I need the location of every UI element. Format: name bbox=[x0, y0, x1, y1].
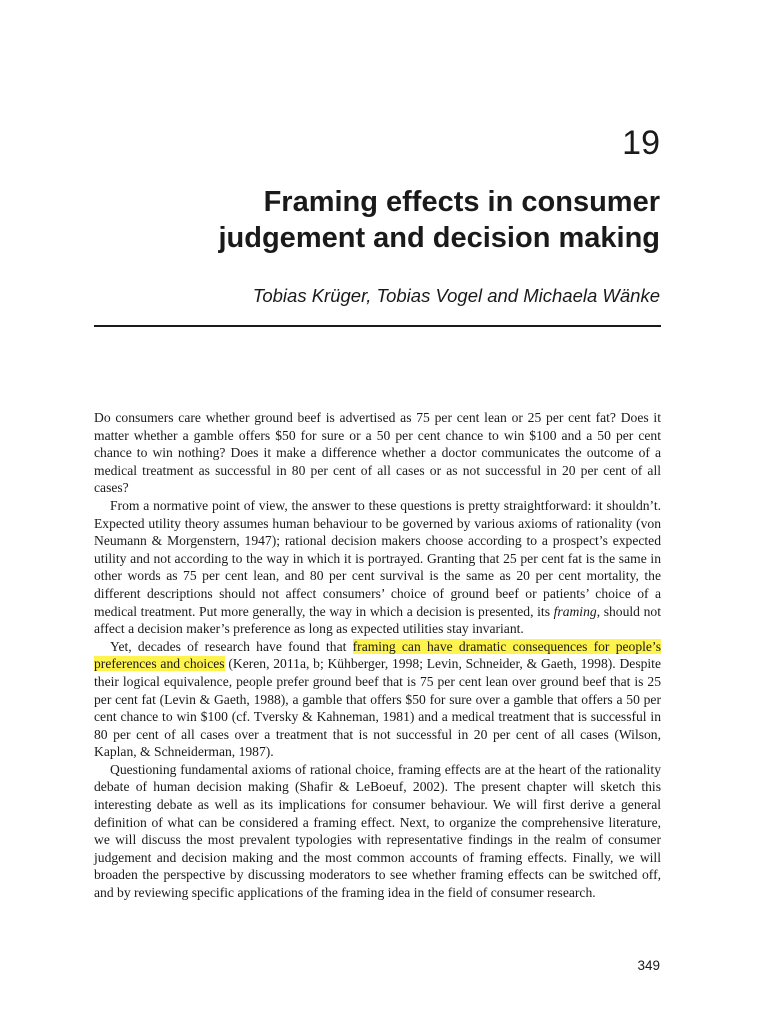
paragraph-4: Questioning fundamental axioms of rational choice, framing effects are at the heart of the rationality debate of human decision making (Shafir & LeBoeuf, 2002). The present chapter will sketch this interesting debate as well as its implications for consumer behaviour. We will first derive a general definition of what can be considered a framing effect. Next, to organize the comprehensive literature, we will discuss the most prevalent typologies with representative findings in the realm of consumer judgement and decision making and the most common accounts of framing effects. Finally, we will broaden the perspective by discussing moderators to see whether framing effects can be switched off, and by reviewing specific applications of the framing idea in the field of consumer research. bbox=[94, 761, 661, 901]
chapter-body bbox=[94, 409, 661, 902]
chapter-title-line-2: judgement and decision making bbox=[218, 222, 660, 254]
chapter-authors: Tobias Krüger, Tobias Vogel and Michaela Wänke bbox=[252, 285, 660, 306]
paragraph-1: Do consumers care whether ground beef is advertised as 75 per cent lean or 25 per cent fat? Does it matter whether a gamble offers $50 for sure or a 50 per cent chance to win $100 and a 50 per cent chance to win nothing? Does it make a difference whether a doctor communicates the outcome of a medical treatment as successful in 80 per cent of all cases or as not successful in 20 per cent of all cases? bbox=[94, 410, 661, 496]
chapter-title-line-1: Framing effects in consumer bbox=[263, 186, 660, 218]
paragraph-3 bbox=[94, 638, 661, 761]
chapter-title bbox=[100, 184, 660, 256]
paragraph-2 bbox=[94, 497, 661, 638]
highlighted-text[interactable]: framing can have dramatic consequences for people’s preferences and choices bbox=[94, 638, 661, 672]
emphasis-framing: framing bbox=[553, 603, 597, 619]
paragraph-3-text-after: (Keren, 2011a, b; Kühberger, 1998; Levin, Schneider, & Gaeth, 1998). Despite their logical equivalence, people prefer ground beef that is 75 per cent lean over ground beef that is 25 per cent fat (Levin & Gaeth, 1988), a gamble that offers $50 for sure over a gamble that offers a 50 per cent chance to win $100 (cf. Tversky & Kahneman, 1981) and a medical treatment that is successful in 80 per cent of all cases over a treatment that is not successful in 20 per cent of all cases (Wilson, Kaplan, & Schneiderman, 1987). bbox=[94, 656, 661, 760]
paragraph-2-text-before: From a normative point of view, the answer to these questions is pretty straightforward: it shouldn’t. Expected utility theory assumes human behaviour to be governed by various axioms of rationality (von Neumann & Morgenstern, 1947); rational decision makers choose according to a prospect’s expected utility and not according to the way in which it is portrayed. Granting that 25 per cent fat is the same in other words as 75 per cent lean, and 80 per cent survival is the same as 20 per cent mortality, the different descriptions should not affect consumers’ choice of ground beef or patients’ choice of a medical treatment. Put more generally, the way in which a decision is presented, its bbox=[94, 497, 661, 619]
page-number: 349 bbox=[637, 958, 660, 973]
paragraph-2-text-after: , should not affect a decision maker’s preference as long as expected utilities stay invariant. bbox=[94, 603, 661, 637]
paragraph-3-text-before: Yet, decades of research have found that bbox=[110, 638, 353, 654]
title-divider bbox=[94, 325, 661, 327]
chapter-number: 19 bbox=[622, 124, 660, 162]
